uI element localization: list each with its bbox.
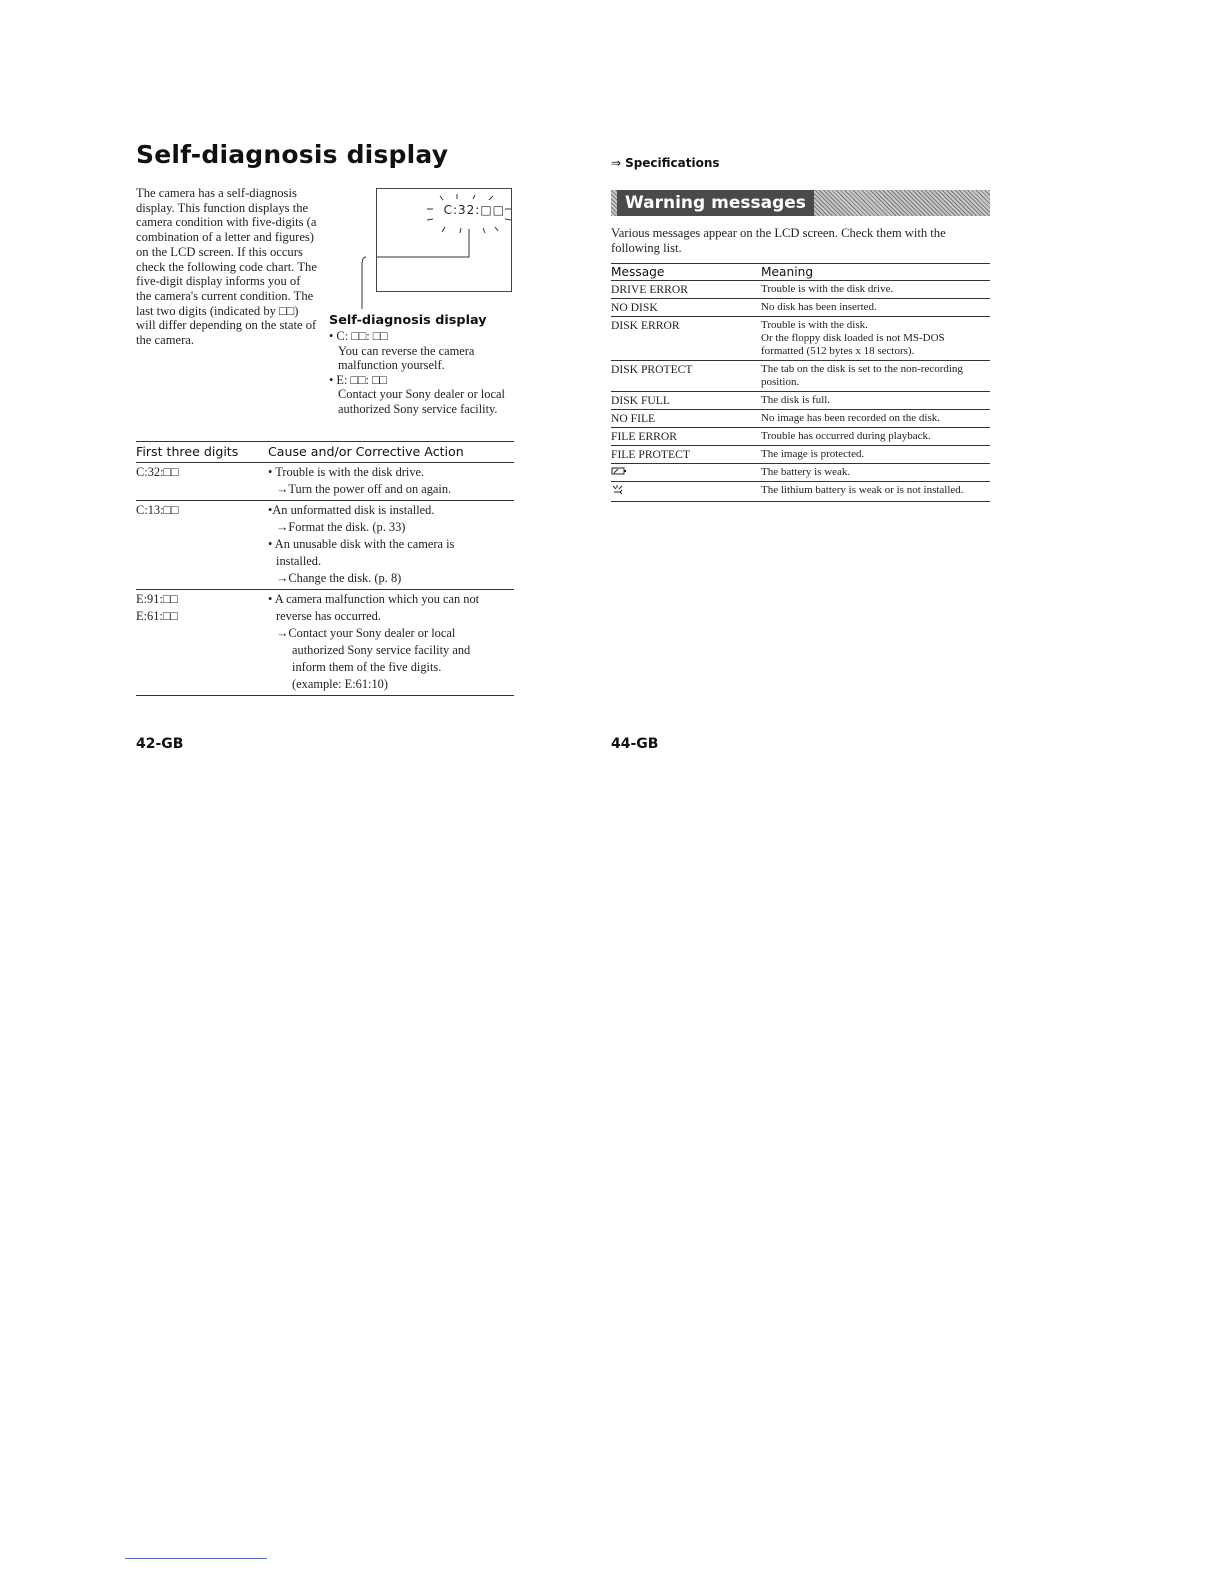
error-code: E:91:□□: [136, 592, 178, 606]
lithium-battery-icon: [611, 484, 627, 496]
code-chart-table: [136, 441, 514, 696]
message-cell: DISK FULL: [611, 392, 761, 410]
page-title: Self-diagnosis display: [136, 140, 449, 169]
scan-edge-rule: [125, 1558, 267, 1559]
meaning-cell: Trouble is with the disk. Or the floppy disk loaded is not MS-DOS formatted (512 bytes x 18 sectors).: [761, 317, 990, 361]
cause-cell: [268, 501, 514, 590]
warning-intro: Various messages appear on the LCD screen. Check them with the following list.: [611, 226, 946, 255]
table-row: [136, 501, 514, 590]
message-cell: DISK ERROR: [611, 317, 761, 361]
table-row: [611, 317, 990, 361]
specifications-link[interactable]: [611, 156, 720, 170]
table-row: [611, 281, 990, 299]
table-row: [611, 361, 990, 392]
table-row: [136, 590, 514, 696]
cause-line: reverse has occurred.: [276, 609, 381, 623]
table-row: [611, 392, 990, 410]
table-row: [136, 463, 514, 501]
warning-messages-table: [611, 263, 990, 502]
diagnosis-code: • E: □□: □□: [329, 372, 388, 387]
message-cell: DISK PROTECT: [611, 361, 761, 392]
column-header: First three digits: [136, 442, 268, 463]
table-row: [611, 464, 990, 482]
meaning-cell: Trouble has occurred during playback.: [761, 428, 990, 446]
diagnosis-text: Contact your Sony dealer or local authorized Sony service facility.: [338, 387, 505, 416]
page-number: 44-GB: [611, 736, 659, 752]
callout-leader-line: [356, 255, 368, 311]
double-arrow-right-icon: ⇒: [611, 156, 622, 170]
callout-bracket: [377, 189, 513, 319]
message-cell: [611, 482, 761, 502]
action-line: authorized Sony service facility and: [292, 643, 471, 657]
error-code: C:32:□□: [136, 465, 179, 479]
error-code: C:13:□□: [136, 503, 179, 517]
meaning-cell: No image has been recorded on the disk.: [761, 410, 990, 428]
meaning-cell: The image is protected.: [761, 446, 990, 464]
cause-line: installed.: [276, 554, 322, 568]
action-line: inform them of the five digits.: [292, 660, 442, 674]
cause-cell: [268, 590, 514, 696]
diagnosis-list: [329, 329, 509, 417]
action-line: →Turn the power off and on again.: [276, 482, 452, 496]
diagnosis-text: You can reverse the camera malfunction yourself.: [338, 343, 475, 373]
code-cell: [136, 501, 268, 590]
message-cell: NO DISK: [611, 299, 761, 317]
cause-line: •An unformatted disk is installed.: [268, 503, 435, 517]
action-line: (example: E:61:10): [292, 677, 388, 691]
code-cell: [136, 463, 268, 501]
meaning-cell: The battery is weak.: [761, 464, 990, 482]
cause-cell: [268, 463, 514, 501]
error-code: E:61:□□: [136, 609, 178, 623]
cause-line: • An unusable disk with the camera is: [268, 537, 455, 551]
column-header: Meaning: [761, 264, 990, 281]
message-cell: FILE ERROR: [611, 428, 761, 446]
section-title: Warning messages: [617, 190, 814, 216]
action-line: →Format the disk. (p. 33): [276, 520, 406, 534]
message-cell: [611, 464, 761, 482]
message-cell: DRIVE ERROR: [611, 281, 761, 299]
intro-paragraph: The camera has a self-diagnosis display. This function displays the camera condition with five-digits (a combination of a letter and figures) on the LCD screen. If this occurs check the following code chart. The five-digit display informs you of the camera's current condition. The last two digits (indicated by □□) will differ depending on the state of the camera.: [136, 186, 317, 348]
section-banner: [611, 190, 990, 216]
meaning-cell: The disk is full.: [761, 392, 990, 410]
lcd-readout: C:32:□□: [443, 203, 505, 217]
table-row: [611, 428, 990, 446]
battery-weak-icon: [611, 466, 627, 476]
page-number: 42-GB: [136, 736, 184, 752]
diagnosis-heading: Self-diagnosis display: [329, 313, 487, 328]
table-row: [611, 299, 990, 317]
cause-line: • Trouble is with the disk drive.: [268, 465, 425, 479]
meaning-cell: Trouble is with the disk drive.: [761, 281, 990, 299]
column-header: Cause and/or Corrective Action: [268, 442, 514, 463]
message-cell: FILE PROTECT: [611, 446, 761, 464]
meaning-cell: The lithium battery is weak or is not installed.: [761, 482, 990, 502]
message-cell: NO FILE: [611, 410, 761, 428]
action-line: →Change the disk. (p. 8): [276, 571, 402, 585]
meaning-cell: No disk has been inserted.: [761, 299, 990, 317]
diagnosis-code: • C: □□: □□: [329, 329, 388, 343]
cause-line: • A camera malfunction which you can not: [268, 592, 480, 606]
column-header: Message: [611, 264, 761, 281]
table-row: [611, 410, 990, 428]
action-line: →Contact your Sony dealer or local: [276, 626, 456, 640]
meaning-cell: The tab on the disk is set to the non-recording position.: [761, 361, 990, 392]
table-row: [611, 446, 990, 464]
code-cell: [136, 590, 268, 696]
lcd-display-illustration: [376, 188, 512, 292]
specifications-link-label: Specifications: [625, 156, 720, 170]
table-row: [611, 482, 990, 502]
